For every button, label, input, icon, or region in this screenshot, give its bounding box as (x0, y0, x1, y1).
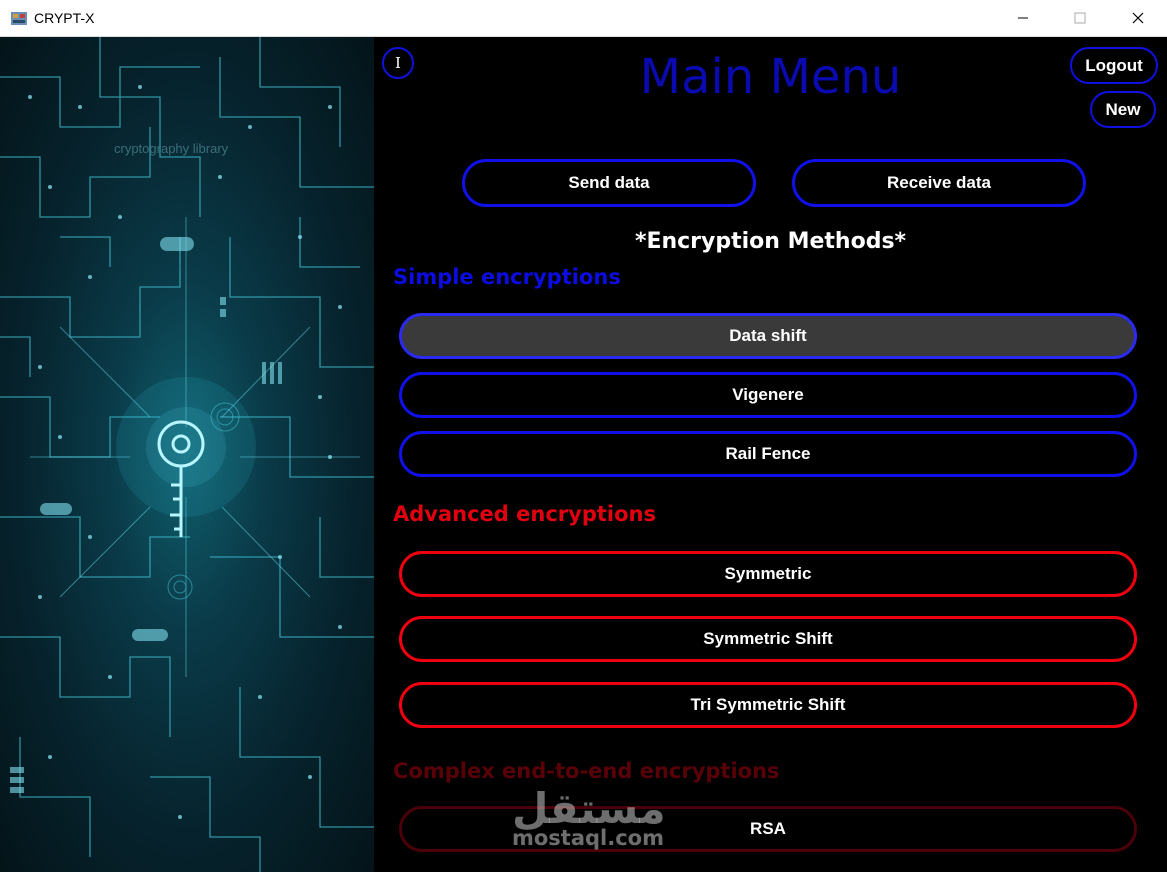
close-icon (1132, 12, 1144, 24)
rsa-button[interactable]: RSA (399, 806, 1137, 852)
vigenere-button[interactable]: Vigenere (399, 372, 1137, 418)
receive-data-button[interactable]: Receive data (792, 159, 1086, 207)
circuit-key-image (0, 37, 374, 872)
window-title: CRYPT-X (34, 10, 95, 26)
simple-encryptions-label: Simple encryptions (393, 265, 621, 289)
data-shift-button[interactable]: Data shift (399, 313, 1137, 359)
minimize-icon (1017, 12, 1029, 24)
send-data-button[interactable]: Send data (462, 159, 756, 207)
main-menu-panel (374, 37, 1167, 872)
encryption-methods-heading: *Encryption Methods* (634, 229, 907, 254)
maximize-icon (1074, 12, 1086, 24)
minimize-button[interactable] (1000, 0, 1046, 36)
watermark-latin: mostaql.com (512, 826, 664, 850)
maximize-button[interactable] (1057, 0, 1103, 36)
rail-fence-button[interactable]: Rail Fence (399, 431, 1137, 477)
new-button[interactable]: New (1090, 91, 1156, 128)
symmetric-button[interactable]: Symmetric (399, 551, 1137, 597)
image-caption: cryptography library (114, 141, 229, 156)
close-button[interactable] (1115, 0, 1161, 36)
watermark (512, 784, 666, 850)
app-icon (10, 9, 28, 27)
page-title: Main Menu (639, 49, 902, 105)
tri-symmetric-shift-button[interactable]: Tri Symmetric Shift (399, 682, 1137, 728)
window-titlebar (0, 0, 1167, 37)
advanced-encryptions-label: Advanced encryptions (393, 502, 656, 526)
circuit-board-art (0, 37, 374, 872)
info-icon: I (395, 54, 401, 72)
logout-button[interactable]: Logout (1070, 47, 1158, 84)
symmetric-shift-button[interactable]: Symmetric Shift (399, 616, 1137, 662)
watermark-arabic: مستقل (512, 784, 666, 833)
complex-encryptions-label: Complex end-to-end encryptions (393, 759, 780, 783)
